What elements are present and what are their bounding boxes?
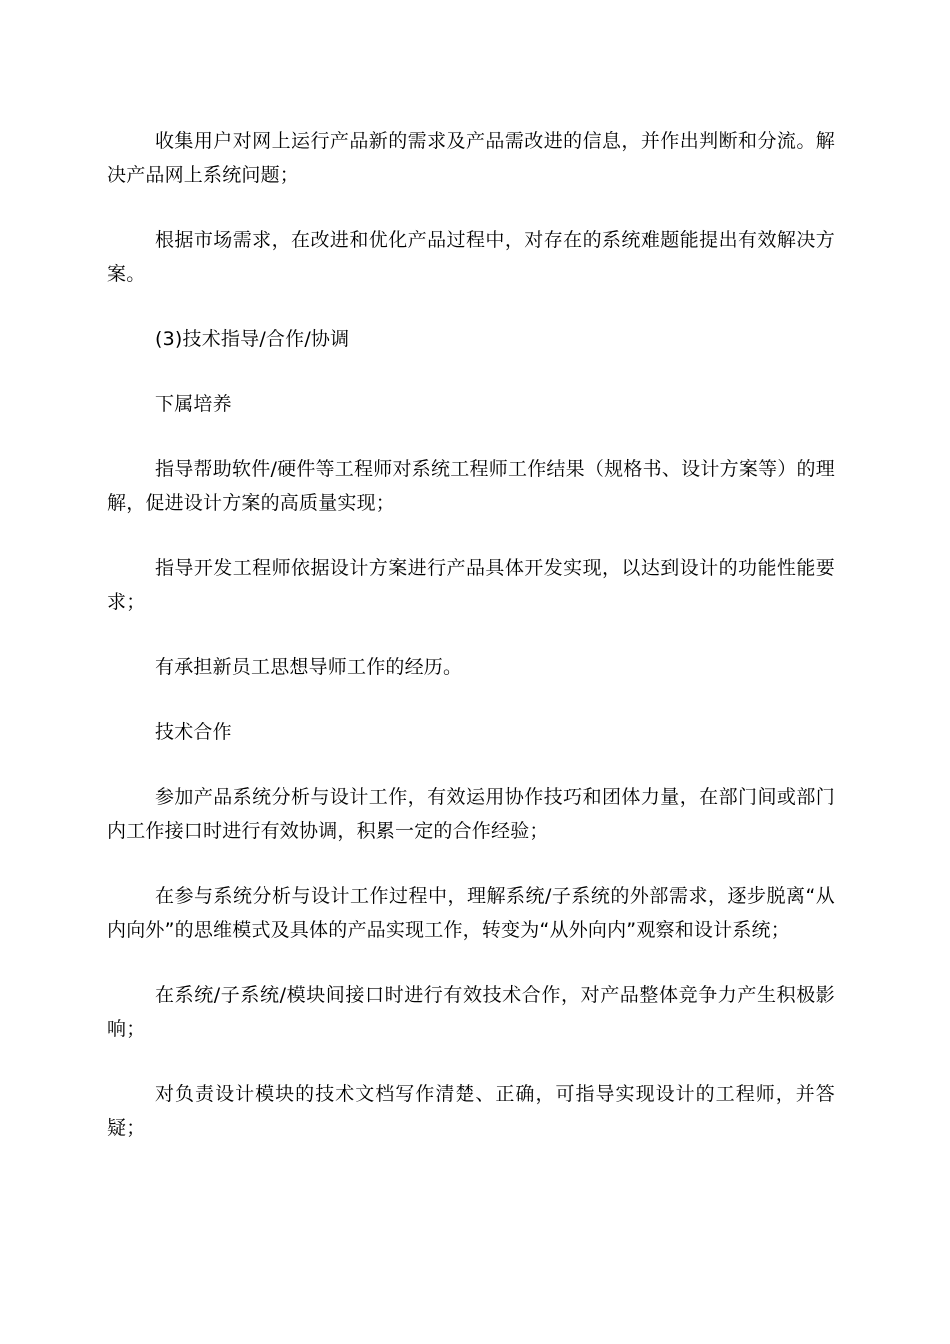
paragraph-guide-engineers: 指导帮助软件/硬件等工程师对系统工程师工作结果（规格书、设计方案等）的理解，促进设计方案的高质量实现； bbox=[107, 458, 835, 514]
subheading-technical-cooperation: 技术合作 bbox=[155, 721, 232, 743]
document-body bbox=[107, 124, 835, 1176]
section-heading-guidance: (3)技术指导/合作/协调 bbox=[155, 328, 350, 350]
paragraph-understand-requirements: 在参与系统分析与设计工作过程中，理解系统/子系统的外部需求，逐步脱离“从内向外”的思维模式及具体的产品实现工作，转变为“从外向内”观察和设计系统； bbox=[107, 885, 835, 941]
paragraph-system-analysis: 参加产品系统分析与设计工作，有效运用协作技巧和团体力量，在部门间或部门内工作接口时进行有效协调，积累一定的合作经验； bbox=[107, 786, 835, 842]
paragraph-guide-developers: 指导开发工程师依据设计方案进行产品具体开发实现，以达到设计的功能性能要求； bbox=[107, 557, 835, 613]
subheading-subordinate-training: 下属培养 bbox=[155, 393, 232, 415]
paragraph-interface-cooperation: 在系统/子系统/模块间接口时进行有效技术合作，对产品整体竞争力产生积极影响； bbox=[107, 984, 835, 1040]
paragraph-collect-requirements: 收集用户对网上运行产品新的需求及产品需改进的信息，并作出判断和分流。解决产品网上系统问题； bbox=[107, 130, 835, 186]
paragraph-market-needs: 根据市场需求，在改进和优化产品过程中，对存在的系统难题能提出有效解决方案。 bbox=[107, 229, 835, 285]
paragraph-technical-docs: 对负责设计模块的技术文档写作清楚、正确，可指导实现设计的工程师，并答疑； bbox=[107, 1083, 835, 1139]
paragraph-mentor-experience: 有承担新员工思想导师工作的经历。 bbox=[155, 656, 463, 678]
